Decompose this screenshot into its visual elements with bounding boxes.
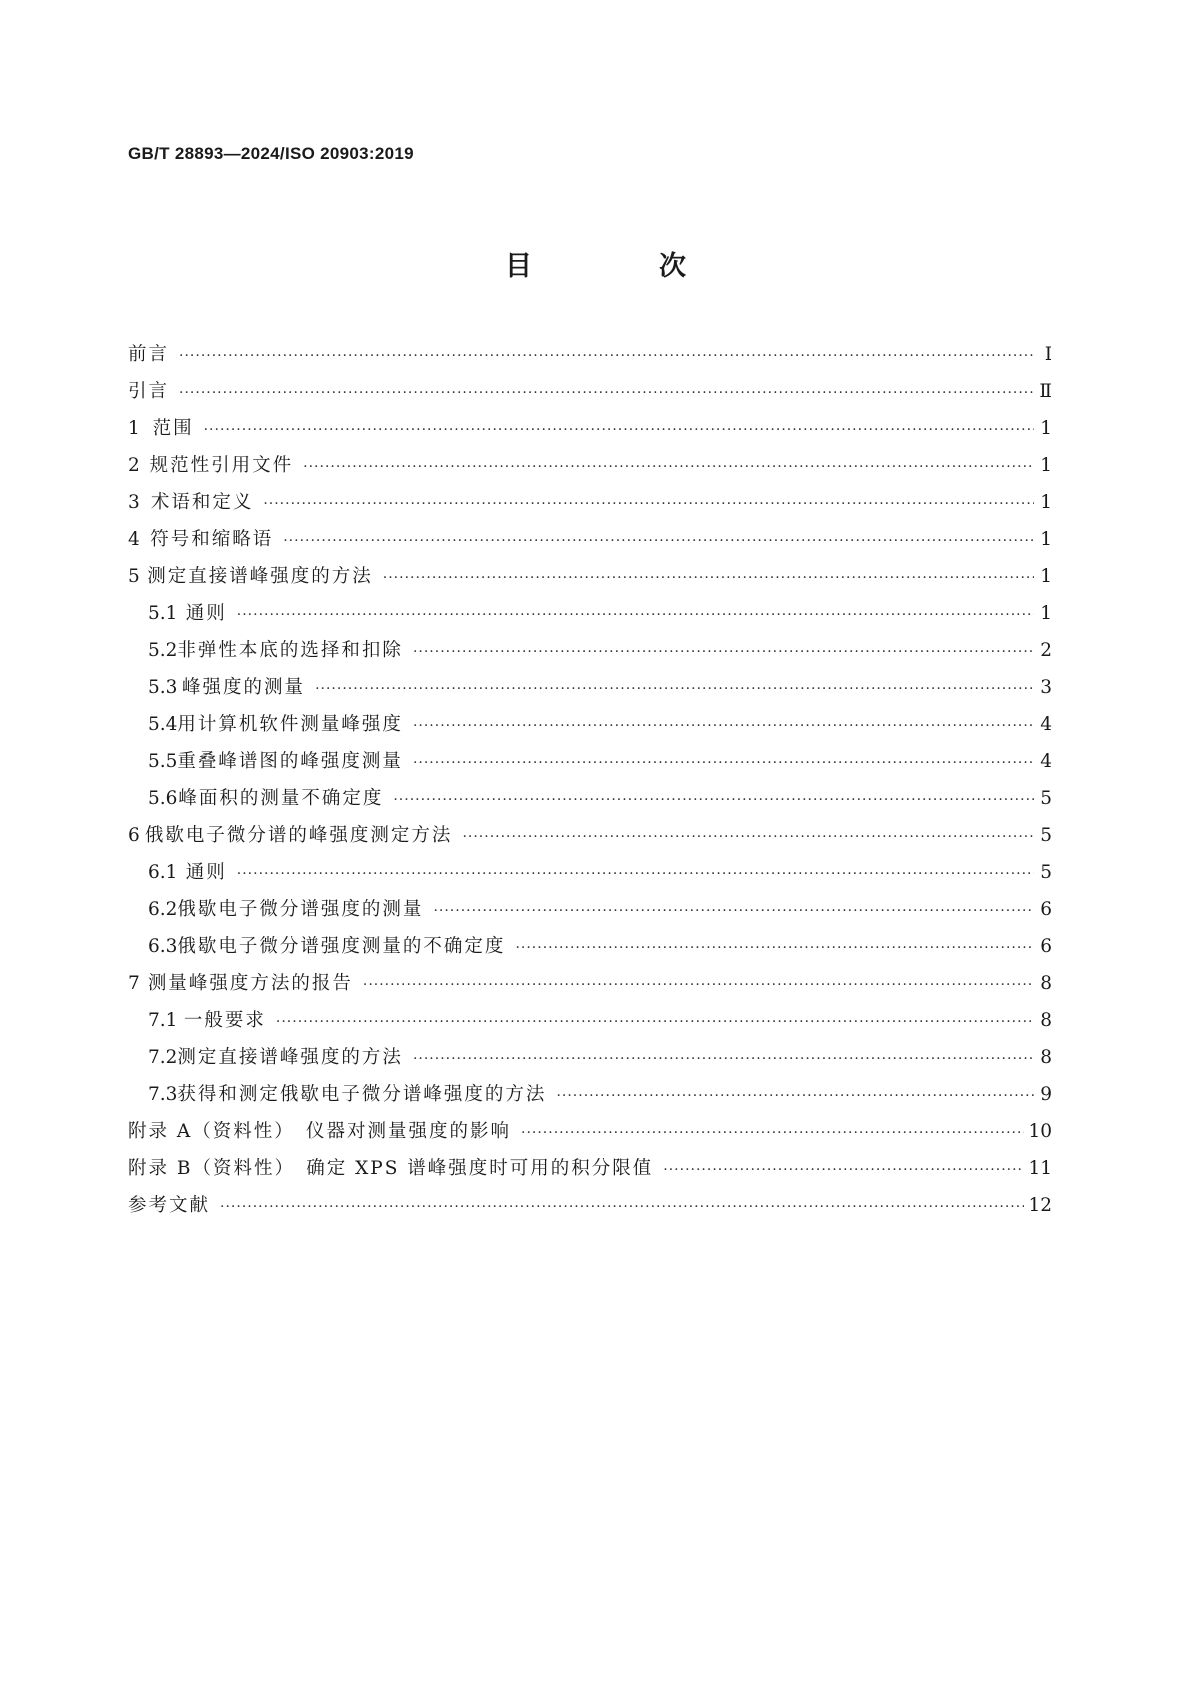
toc-entry[interactable]	[128, 1006, 1052, 1043]
toc-entry-number: 7.2	[148, 1047, 178, 1068]
toc-leader-dots	[363, 977, 1034, 993]
toc-entry-label: 获得和测定俄歇电子微分谱峰强度的方法	[177, 1084, 547, 1105]
toc-entry-label: 通则	[185, 862, 227, 883]
toc-entry-label: 符号和缩略语	[150, 529, 274, 550]
standard-number: GB/T 28893—2024/ISO 20903:2019	[128, 144, 414, 163]
toc-leader-dots	[521, 1125, 1024, 1141]
toc-entry-page: 4	[1040, 751, 1052, 772]
toc-leader-dots	[283, 533, 1034, 549]
toc-entry[interactable]	[128, 821, 1052, 858]
toc-leader-dots	[237, 607, 1034, 623]
toc-entry-label: 附录 A（资料性） 仪器对测量强度的影响	[128, 1121, 511, 1142]
toc-leader-dots	[303, 459, 1034, 475]
toc-entry-label: 非弹性本底的选择和扣除	[177, 640, 403, 661]
toc-entry-number: 7.1	[148, 1010, 178, 1031]
toc-entry-page: 1	[1040, 455, 1052, 476]
toc-entry-label: 用计算机软件测量峰强度	[177, 714, 403, 735]
toc-entry-number: 6	[128, 825, 140, 846]
toc-entry-page: 5	[1040, 825, 1052, 846]
toc-entry-label: 俄歇电子微分谱的峰强度测定方法	[144, 825, 453, 846]
toc-entry-page: 4	[1040, 714, 1052, 735]
toc-title: 目 次	[505, 251, 736, 282]
toc-entry-number: 6.1	[148, 862, 178, 883]
toc-entry-page: 8	[1040, 973, 1052, 994]
toc-entry[interactable]	[128, 414, 1052, 451]
toc-leader-dots	[393, 792, 1034, 808]
toc-entry-number: 3	[128, 492, 140, 513]
toc-entry[interactable]	[128, 710, 1052, 747]
toc-entry-page: Ⅱ	[1039, 381, 1052, 402]
toc-entry-page: 1	[1040, 418, 1052, 439]
toc-entry-page: 3	[1040, 677, 1052, 698]
toc-entry-page: 1	[1040, 603, 1052, 624]
toc-entry-label: 前言	[128, 344, 170, 365]
toc-leader-dots	[237, 866, 1034, 882]
toc-entry-number: 7	[128, 973, 140, 994]
toc-leader-dots	[413, 718, 1034, 734]
toc-entry-page: 12	[1028, 1195, 1052, 1216]
toc-entry-label: 测定直接谱峰强度的方法	[147, 566, 373, 587]
toc-leader-dots	[462, 829, 1034, 845]
toc-entry-label: 峰面积的测量不确定度	[178, 788, 384, 809]
toc-leader-dots	[204, 422, 1034, 438]
toc-entry-number: 5.2	[148, 640, 178, 661]
toc-entry-label: 范围	[152, 418, 194, 439]
toc-entry-page: 2	[1040, 640, 1052, 661]
toc-entry-page: 8	[1040, 1010, 1052, 1031]
toc-entry[interactable]	[128, 562, 1052, 599]
toc-entry-label: 通则	[185, 603, 227, 624]
toc-entry-number: 5.3	[148, 677, 178, 698]
toc-leader-dots	[413, 755, 1034, 771]
toc-entry[interactable]	[128, 673, 1052, 710]
toc-entry-label: 参考文献	[128, 1195, 211, 1216]
toc-entry-page: 5	[1040, 862, 1052, 883]
toc-leader-dots	[433, 903, 1034, 919]
toc-entry[interactable]	[128, 932, 1052, 969]
toc-entry-label: 规范性引用文件	[149, 455, 294, 476]
toc-entry[interactable]	[128, 1191, 1052, 1228]
toc-entry-page: 6	[1040, 936, 1052, 957]
toc-leader-dots	[315, 681, 1034, 697]
toc-entry-number: 1	[128, 418, 140, 439]
toc-entry[interactable]	[128, 969, 1052, 1006]
toc-entry[interactable]	[128, 377, 1052, 414]
toc-entry[interactable]	[128, 1117, 1052, 1154]
toc-entry-page: 11	[1028, 1158, 1052, 1179]
toc-entry-label: 测定直接谱峰强度的方法	[177, 1047, 403, 1068]
toc-leader-dots	[383, 570, 1034, 586]
toc-leader-dots	[263, 496, 1034, 512]
toc-entry-page: 5	[1040, 788, 1052, 809]
toc-leader-dots	[220, 1199, 1024, 1215]
toc-entry-label: 重叠峰谱图的峰强度测量	[177, 751, 403, 772]
toc-entry-page: 9	[1040, 1084, 1052, 1105]
toc-entry[interactable]	[128, 858, 1052, 895]
toc-entry[interactable]	[128, 1043, 1052, 1080]
toc-entry-page: Ⅰ	[1044, 344, 1052, 365]
toc-entry[interactable]	[128, 1080, 1052, 1117]
toc-entry-number: 5.4	[148, 714, 178, 735]
toc-entry-number: 2	[128, 455, 140, 476]
toc-entry-label: 一般要求	[183, 1010, 266, 1031]
table-of-contents	[128, 340, 1052, 1228]
toc-entry-label: 峰强度的测量	[182, 677, 306, 698]
toc-entry[interactable]	[128, 451, 1052, 488]
toc-entry-number: 5.5	[148, 751, 178, 772]
toc-entry[interactable]	[128, 636, 1052, 673]
toc-entry-label: 测量峰强度方法的报告	[147, 973, 353, 994]
toc-entry[interactable]	[128, 488, 1052, 525]
toc-entry-label: 俄歇电子微分谱强度的测量	[177, 899, 424, 920]
toc-entry-number: 4	[128, 529, 140, 550]
toc-entry-number: 6.3	[148, 936, 178, 957]
toc-entry-page: 10	[1028, 1121, 1052, 1142]
toc-leader-dots	[556, 1088, 1034, 1104]
toc-entry[interactable]	[128, 599, 1052, 636]
toc-entry-label: 俄歇电子微分谱强度测量的不确定度	[177, 936, 506, 957]
toc-leader-dots	[413, 644, 1034, 660]
toc-entry-page: 8	[1040, 1047, 1052, 1068]
toc-leader-dots	[663, 1162, 1024, 1178]
toc-entry-number: 7.3	[148, 1084, 178, 1105]
toc-entry-label: 附录 B（资料性） 确定 XPS 谱峰强度时可用的积分限值	[128, 1158, 654, 1179]
toc-entry-label: 引言	[128, 381, 170, 402]
toc-entry[interactable]	[128, 747, 1052, 784]
toc-entry-number: 5.1	[148, 603, 178, 624]
toc-entry-page: 6	[1040, 899, 1052, 920]
toc-entry-number: 5.6	[148, 788, 178, 809]
toc-entry-number: 6.2	[148, 899, 178, 920]
toc-entry[interactable]	[128, 895, 1052, 932]
toc-entry-label: 术语和定义	[150, 492, 254, 513]
toc-leader-dots	[515, 940, 1034, 956]
toc-entry-page: 1	[1040, 492, 1052, 513]
toc-leader-dots	[179, 385, 1034, 401]
toc-leader-dots	[413, 1051, 1034, 1067]
toc-entry[interactable]	[128, 340, 1052, 377]
toc-leader-dots	[276, 1014, 1034, 1030]
toc-entry[interactable]	[128, 525, 1052, 562]
toc-entry-page: 1	[1040, 529, 1052, 550]
toc-entry[interactable]	[128, 1154, 1052, 1191]
toc-entry-page: 1	[1040, 566, 1052, 587]
toc-entry[interactable]	[128, 784, 1052, 821]
toc-leader-dots	[179, 348, 1034, 364]
toc-entry-number: 5	[128, 566, 140, 587]
